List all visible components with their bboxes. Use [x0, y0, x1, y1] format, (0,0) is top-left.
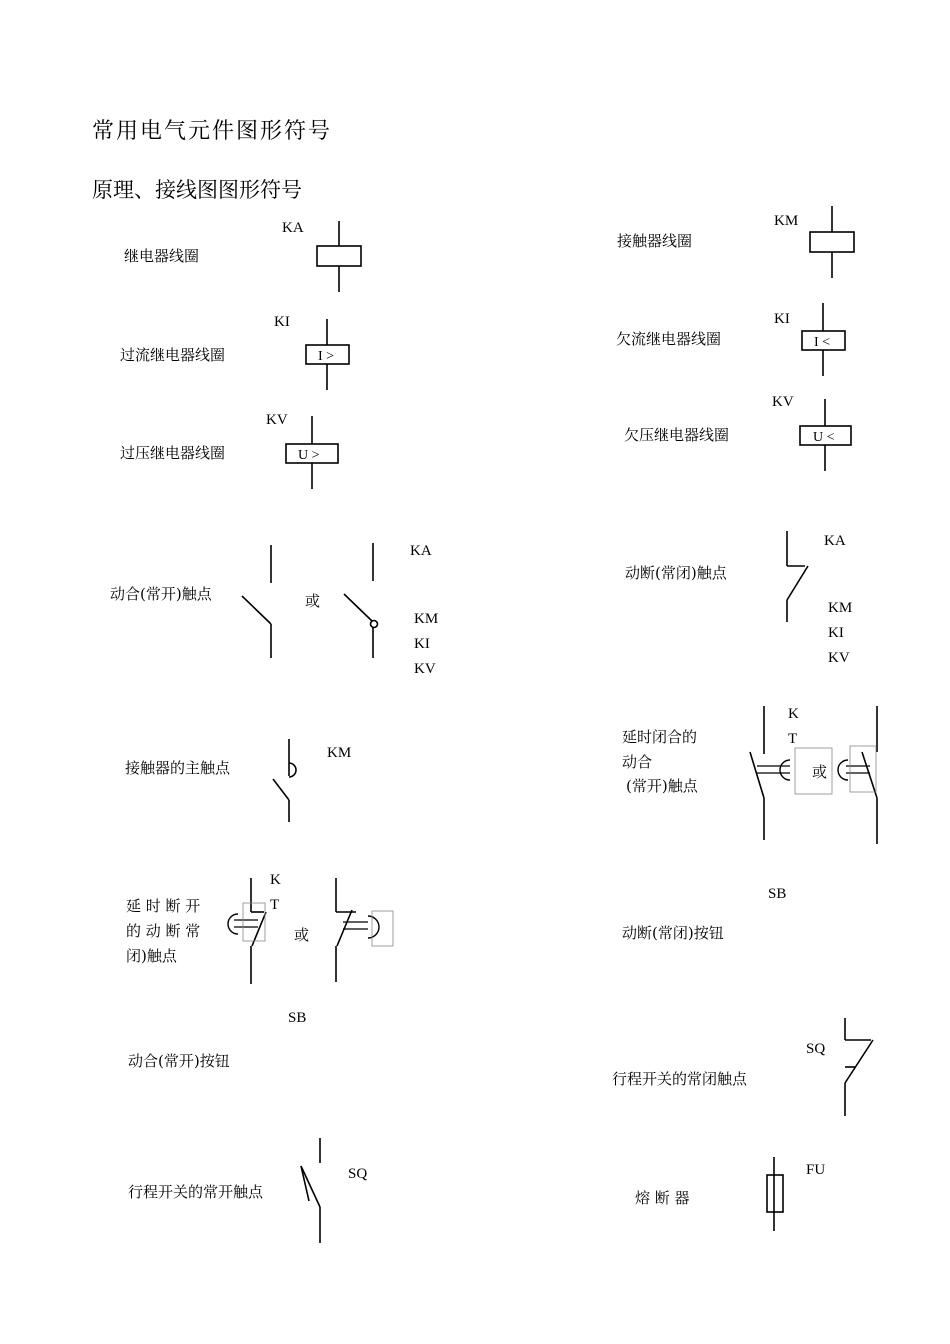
overcurrent-box-text: I > [318, 349, 335, 364]
contactor-main-contact-code: KM [327, 745, 352, 761]
no-contact-alt-symbol [344, 543, 378, 658]
nc-contact-code-km: KM [828, 600, 853, 616]
no-contact-label: 动合(常开)触点 [110, 585, 212, 603]
overvoltage-coil-symbol [286, 416, 338, 489]
undercurrent-box-text: I < [814, 335, 831, 350]
delay-open-label-line1: 延 时 断 开 [126, 897, 201, 915]
delay-open-code-t: T [270, 897, 280, 913]
nc-button-label: 动断(常闭)按钮 [622, 924, 724, 942]
overvoltage-relay-coil-code: KV [266, 412, 288, 428]
delay-open-code-k: K [270, 872, 281, 888]
contactor-coil-code: KM [774, 213, 799, 229]
delay-open-contact-alt-symbol [336, 878, 393, 982]
no-contact-symbol [242, 545, 271, 658]
delay-close-label-line3: (常开)触点 [626, 777, 698, 795]
limit-switch-nc-code: SQ [806, 1041, 826, 1057]
undervoltage-coil-symbol [800, 399, 851, 471]
overcurrent-coil-symbol [306, 319, 349, 390]
delay-open-or: 或 [294, 926, 310, 944]
no-contact-code-ki: KI [414, 636, 430, 652]
nc-contact-label: 动断(常闭)触点 [625, 564, 727, 582]
delay-close-or: 或 [812, 763, 828, 781]
limit-switch-nc-label: 行程开关的常闭触点 [612, 1070, 748, 1088]
delay-close-label-line2: 动合 [622, 753, 653, 771]
overvoltage-box-text: U > [298, 448, 320, 463]
delay-open-label-line2: 的 动 断 常 [126, 922, 201, 940]
contactor-coil-label: 接触器线圈 [617, 232, 693, 250]
relay-coil-label: 继电器线圈 [124, 247, 200, 265]
delay-open-label-line3: 闭)触点 [126, 947, 177, 965]
fuse-code: FU [806, 1162, 826, 1178]
delay-close-code-k: K [788, 706, 799, 722]
nc-contact-code-kv: KV [828, 650, 850, 666]
no-contact-or: 或 [305, 592, 321, 610]
no-contact-code-km: KM [414, 611, 439, 627]
overcurrent-relay-coil-label: 过流继电器线圈 [120, 346, 226, 364]
nc-contact-code-ka: KA [824, 533, 846, 549]
no-contact-code-kv: KV [414, 661, 436, 677]
nc-contact-symbol [787, 531, 808, 622]
nc-button-code: SB [768, 886, 787, 902]
undercurrent-relay-coil-label: 欠流继电器线圈 [616, 330, 722, 348]
fuse-symbol [767, 1157, 783, 1231]
undervoltage-relay-coil-label: 欠压继电器线圈 [624, 426, 730, 444]
limit-switch-nc-symbol [845, 1018, 873, 1116]
limit-switch-no-label: 行程开关的常开触点 [128, 1183, 264, 1201]
relay-coil-symbol [317, 221, 361, 292]
section-subtitle: 原理、接线图图形符号 [92, 178, 302, 202]
no-button-label: 动合(常开)按钮 [128, 1052, 230, 1070]
delay-open-contact-symbol [228, 878, 266, 984]
no-contact-code-ka: KA [410, 543, 432, 559]
contactor-main-contact-label: 接触器的主触点 [125, 759, 231, 777]
undervoltage-box-text: U < [813, 430, 835, 445]
undercurrent-relay-coil-code: KI [774, 311, 790, 327]
undervoltage-relay-coil-code: KV [772, 394, 794, 410]
delay-close-contact-alt-symbol [838, 706, 877, 844]
nc-contact-code-ki: KI [828, 625, 844, 641]
contactor-main-contact-symbol [273, 739, 296, 822]
page-title: 常用电气元件图形符号 [92, 119, 333, 144]
no-button-code: SB [288, 1010, 307, 1026]
limit-switch-no-code: SQ [348, 1166, 368, 1182]
contactor-coil-symbol [810, 206, 854, 278]
delay-close-code-t: T [788, 731, 798, 747]
fuse-label: 熔 断 器 [635, 1189, 690, 1207]
relay-coil-code: KA [282, 220, 304, 236]
overvoltage-relay-coil-label: 过压继电器线圈 [120, 444, 226, 462]
overcurrent-relay-coil-code: KI [274, 314, 290, 330]
delay-close-label-line1: 延时闭合的 [622, 728, 698, 746]
limit-switch-no-symbol [301, 1138, 320, 1243]
undercurrent-coil-symbol [802, 303, 845, 376]
